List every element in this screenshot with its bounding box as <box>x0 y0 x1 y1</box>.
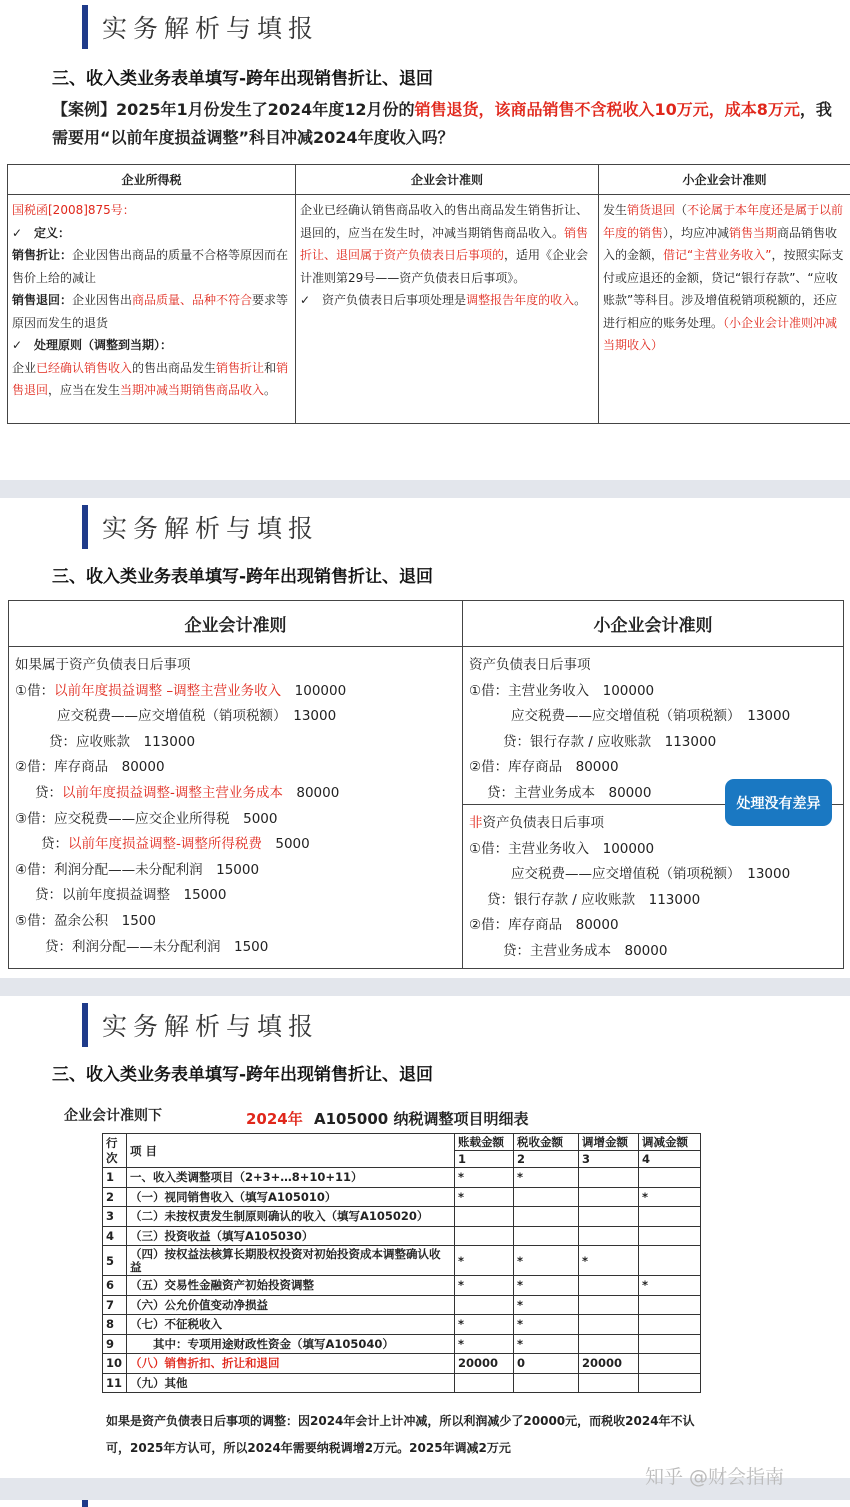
text-segment: （ <box>675 203 688 217</box>
entry-line <box>15 730 456 756</box>
highlight-text: 以前年度损益调整 –调整主营业务收入 <box>54 682 282 699</box>
row-item: （六）公允价值变动净损益 <box>127 1295 455 1315</box>
text-segment: ②借：库存商品 80000 <box>469 917 619 934</box>
book-amount: * <box>455 1187 514 1207</box>
entry-line <box>15 653 456 679</box>
form-title-text: A105000 纳税调整项目明细表 <box>313 1110 529 1128</box>
paragraph <box>12 222 291 245</box>
row-number: 4 <box>103 1226 127 1246</box>
row-number: 6 <box>103 1276 127 1296</box>
tax-amount <box>514 1373 579 1393</box>
highlight-text: 借记“主营业务收入” <box>663 248 772 262</box>
col-index: 1 <box>455 1151 514 1168</box>
col-index: 4 <box>639 1151 701 1168</box>
increase-amount <box>579 1226 639 1246</box>
paragraph <box>12 357 291 402</box>
highlight-text: 销售折让、退回属于资产负债表日后事项的 <box>300 225 589 262</box>
text-segment: 。 <box>264 383 277 397</box>
increase-amount <box>579 1334 639 1354</box>
row-item: （四）按权益法核算长期股权投资对初始投资成本调整确认收益 <box>127 1246 455 1276</box>
entry-line <box>15 781 456 807</box>
highlight-text: 已经确认销售收入 <box>36 360 133 375</box>
section-header <box>82 1003 319 1047</box>
tax-amount: 0 <box>514 1354 579 1374</box>
tax-amount <box>514 1187 579 1207</box>
paragraph <box>300 289 594 312</box>
highlight-text: 当期冲减当期销售商品收入 <box>120 383 265 397</box>
text-segment: 的售出商品发生 <box>132 360 217 375</box>
col-index: 3 <box>579 1151 639 1168</box>
paragraph <box>300 199 594 289</box>
text-segment: ，我需要用“以前年度损益调整”科目冲减2024年度收入吗？ <box>52 100 832 147</box>
book-amount <box>455 1226 514 1246</box>
header-accent-bar <box>82 5 88 49</box>
text-segment: ③借：应交税费——应交企业所得税 5000 <box>15 810 278 827</box>
adjustment-note: 如果是资产负债表日后事项的调整：因2024年会计上计冲减，所以利润减少了20000元，而税收2024年不认可，2025年方认可，所以2024年需要纳税调增2万元。2025年调减2万元 <box>106 1414 695 1455</box>
entry-line <box>469 939 790 965</box>
text-segment: 企业已经确认销售商品收入的售出商品发生销售折让、退回的，应当在发生时，冲减当期销售商品收入。 <box>300 203 589 240</box>
increase-amount <box>579 1187 639 1207</box>
decrease-amount <box>639 1246 701 1276</box>
text-segment: 100000 <box>281 682 347 699</box>
tax-amount: * <box>514 1334 579 1354</box>
section-header <box>82 5 319 49</box>
row-number: 2 <box>103 1187 127 1207</box>
row-number: 7 <box>103 1295 127 1315</box>
col-header-item: 项 目 <box>127 1134 455 1168</box>
header-accent-bar <box>82 1500 88 1507</box>
col-header-increase: 调增金额 <box>579 1134 639 1151</box>
tax-amount: * <box>514 1168 579 1188</box>
section-header-text: 实务解析与填报 <box>102 514 320 543</box>
tax-adjustment-table <box>102 1133 701 1393</box>
text-segment: ⑤借：盈余公积 1500 <box>15 912 156 929</box>
comparison-table <box>7 164 850 424</box>
header-accent-bar <box>82 1003 88 1047</box>
text-segment: ，应当在发生 <box>48 383 121 397</box>
book-amount <box>455 1295 514 1315</box>
increase-amount <box>579 1168 639 1188</box>
decrease-amount <box>639 1354 701 1374</box>
decrease-amount <box>639 1207 701 1227</box>
row-item: （三）投资收益（填写A105030） <box>127 1226 455 1246</box>
col-header-decrease: 调减金额 <box>639 1134 701 1151</box>
table-row <box>103 1315 701 1335</box>
table-row <box>103 1276 701 1296</box>
book-amount: * <box>455 1246 514 1276</box>
entry-line <box>469 837 790 863</box>
entry-line <box>15 883 456 909</box>
tax-amount: * <box>514 1295 579 1315</box>
text-segment: 。 <box>574 293 587 307</box>
decrease-amount <box>639 1295 701 1315</box>
watermark: 知乎 @财会指南 <box>645 1466 785 1488</box>
table-row <box>103 1334 701 1354</box>
text-segment: 发生 <box>603 203 628 217</box>
text-segment: ），均应冲减 <box>663 225 730 240</box>
entry-line <box>15 807 456 833</box>
tax-amount <box>514 1207 579 1227</box>
col-index: 2 <box>514 1151 579 1168</box>
decrease-amount <box>639 1226 701 1246</box>
text-segment: 5000 <box>261 836 310 853</box>
highlight-text: （小企业会计准则冲减当期收入） <box>603 315 838 352</box>
text-segment: ，按照实际支付或应退还的金额，贷记“银行存款”、“应收账款”等科目。涉及增值税销项税额的，还应进行相应的账务处理。 <box>603 248 844 330</box>
increase-amount <box>579 1207 639 1227</box>
text-segment: 企业因售出 <box>72 293 133 307</box>
highlight-text: 国税函[2008]875号： <box>12 203 135 217</box>
increase-amount <box>579 1295 639 1315</box>
row-number: 3 <box>103 1207 127 1227</box>
tax-amount: * <box>514 1315 579 1335</box>
slide-separator <box>0 480 850 498</box>
paragraph <box>12 334 291 357</box>
slide-1 <box>0 0 850 480</box>
text-segment: ✓ 处理原则（调整到当期）： <box>12 338 173 352</box>
cell-cit <box>8 195 296 424</box>
header-accent-bar <box>82 505 88 549</box>
highlight-text: 商品质量、品种不符合 <box>132 293 253 307</box>
case-text <box>52 96 832 152</box>
text-segment: 80000 <box>282 784 340 801</box>
book-amount: * <box>455 1276 514 1296</box>
book-amount: 20000 <box>455 1354 514 1374</box>
text-segment: 商品销售收入的金额， <box>603 225 838 262</box>
paragraph <box>12 289 291 334</box>
decrease-amount <box>639 1373 701 1393</box>
highlight-text: 调整报告年度的收入 <box>466 293 575 307</box>
entry-line <box>469 653 837 679</box>
book-amount <box>455 1373 514 1393</box>
text-segment: 和 <box>264 360 277 375</box>
decrease-amount <box>639 1315 701 1335</box>
text-segment: 【案例】2025年1月份发生了2024年度12月份的 <box>52 100 415 119</box>
section-header <box>82 505 319 549</box>
entry-line <box>469 888 790 914</box>
text-segment: 如果属于资产负债表日后事项 <box>15 657 191 673</box>
row-item: 其中：专项用途财政性资金（填写A105040） <box>127 1334 455 1354</box>
header-cit: 企业所得税 <box>8 165 296 195</box>
table-row <box>103 1226 701 1246</box>
table-row <box>103 1207 701 1227</box>
increase-amount <box>579 1373 639 1393</box>
slide-separator <box>0 978 850 996</box>
header-enterprise-standard: 企业会计准则 <box>9 601 463 647</box>
text-segment: 贷：利润分配——未分配利润 1500 <box>45 938 269 955</box>
header-small-enterprise-standard: 小企业会计准则 <box>463 601 844 647</box>
entry-line <box>15 909 456 935</box>
text-segment: ④借：利润分配——未分配利润 15000 <box>15 861 260 878</box>
text-segment: 应交税费——应交增值税（销项税额） 13000 <box>511 708 791 725</box>
book-amount: * <box>455 1334 514 1354</box>
entry-line <box>469 679 837 705</box>
non-post-balance-sheet-entries <box>469 811 790 965</box>
tax-amount: * <box>514 1276 579 1296</box>
decrease-amount <box>639 1168 701 1188</box>
paragraph <box>12 199 291 222</box>
decrease-amount: * <box>639 1187 701 1207</box>
text-segment: ✓ 定义： <box>12 225 71 240</box>
row-item: （九）其他 <box>127 1373 455 1393</box>
row-item: （二）未按权责发生制原则确认的收入（填写A105020） <box>127 1207 455 1227</box>
text-segment: ②借：库存商品 80000 <box>469 759 619 776</box>
journal-entry-table <box>8 600 844 969</box>
tax-amount: * <box>514 1246 579 1276</box>
table-row <box>103 1354 701 1374</box>
entry-line <box>15 704 456 730</box>
form-title <box>246 1108 528 1129</box>
row-number: 8 <box>103 1315 127 1335</box>
text-segment: 应交税费——应交增值税（销项税额） 13000 <box>57 708 337 725</box>
text-segment: 资产负债表日后事项 <box>482 815 604 831</box>
increase-amount: 20000 <box>579 1354 639 1374</box>
row-item: （七）不征税收入 <box>127 1315 455 1335</box>
section-header-text: 实务解析与填报 <box>102 1012 320 1041</box>
row-item: （一）视同销售收入（填写A105010） <box>127 1187 455 1207</box>
highlight-text: 非 <box>469 815 483 831</box>
table-row <box>103 1373 701 1393</box>
text-segment: ①借：主营业务收入 100000 <box>469 682 655 699</box>
entry-line <box>469 862 790 888</box>
row-number: 9 <box>103 1334 127 1354</box>
entry-line <box>469 913 790 939</box>
text-segment: 贷：银行存款 / 应收账款 113000 <box>487 891 701 908</box>
text-segment: ✓ 资产负债表日后事项处理是 <box>300 293 467 307</box>
text-segment: 贷：主营业务成本 80000 <box>503 942 668 959</box>
highlight-text: 销售当期 <box>729 225 778 240</box>
highlight-text: 不论属于本年度还是属于以前年度的销售 <box>603 203 844 240</box>
row-number: 5 <box>103 1246 127 1276</box>
header-small-enterprise-standard: 小企业会计准则 <box>599 165 850 195</box>
text-segment: 贷：银行存款 / 应收账款 113000 <box>503 733 717 750</box>
paragraph <box>603 199 846 357</box>
highlight-text: 以前年度损益调整-调整所得税费 <box>68 836 262 853</box>
book-amount: * <box>455 1168 514 1188</box>
row-item: （五）交易性金融资产初始投资调整 <box>127 1276 455 1296</box>
entry-line <box>15 832 456 858</box>
text-segment: ②借：库存商品 80000 <box>15 759 165 776</box>
form-title-year: 2024年 <box>246 1110 303 1128</box>
text-segment: ①借：主营业务收入 100000 <box>469 840 655 857</box>
text-segment: ，适用《企业会计准则第29号——资产负债表日后事项》。 <box>300 248 589 285</box>
slide-subtitle: 三、收入类业务表单填写-跨年出现销售折让、退回 <box>52 1065 434 1085</box>
text-segment: ①借： <box>15 682 55 699</box>
increase-amount: * <box>579 1246 639 1276</box>
entry-line <box>469 730 837 756</box>
entry-line <box>469 755 837 781</box>
text-segment: 贷：应收账款 113000 <box>49 733 196 750</box>
entry-line <box>15 755 456 781</box>
col-header-row-no: 行次 <box>103 1134 127 1168</box>
section-header-text: 实务解析与填报 <box>102 14 320 43</box>
header-enterprise-standard: 企业会计准则 <box>296 165 599 195</box>
text-segment: 企业 <box>12 360 37 375</box>
text-segment: 贷：主营业务成本 80000 <box>487 784 652 801</box>
decrease-amount <box>639 1334 701 1354</box>
highlight-text: 销售折让 <box>216 360 265 375</box>
entry-line <box>15 858 456 884</box>
text-segment: 应交税费——应交增值税（销项税额） 13000 <box>511 866 791 883</box>
highlight-text: 以前年度损益调整-调整主营业务成本 <box>62 784 283 801</box>
text-segment: 贷： <box>35 784 62 801</box>
text-segment: 贷： <box>41 836 68 853</box>
book-amount <box>455 1207 514 1227</box>
cell-enterprise-entries <box>9 647 463 969</box>
highlight-text: 销售退货，该商品销售不含税收入10万元，成本8万元 <box>414 100 800 119</box>
text-segment: 贷：以前年度损益调整 15000 <box>35 887 227 904</box>
table-row <box>103 1295 701 1315</box>
col-header-book-amount: 账载金额 <box>455 1134 514 1151</box>
slide-subtitle: 三、收入类业务表单填写-跨年出现销售折让、退回 <box>52 567 434 587</box>
text-segment: 要求等原因而发生的退货 <box>12 293 289 330</box>
slide-subtitle: 三、收入类业务表单填写-跨年出现销售折让、退回 <box>52 69 434 89</box>
text-segment: 企业因售出商品的质量不合格等原因而在售价上给的减让 <box>12 248 289 285</box>
next-slide-header-stub <box>82 1500 102 1507</box>
row-item: （八）销售折扣、折让和退回 <box>127 1354 455 1374</box>
highlight-text: 销货退回 <box>627 203 676 217</box>
paragraph <box>12 244 291 289</box>
tax-amount <box>514 1226 579 1246</box>
table-row <box>103 1187 701 1207</box>
entry-line <box>469 704 837 730</box>
text-segment: 销售折让： <box>12 248 73 262</box>
entry-line <box>15 935 456 961</box>
entry-line <box>15 679 456 705</box>
text-segment: 销售退回： <box>12 293 73 307</box>
col-header-tax-amount: 税收金额 <box>514 1134 579 1151</box>
text-segment: 资产负债表日后事项 <box>469 657 591 673</box>
table-row <box>103 1168 701 1188</box>
table-row <box>103 1246 701 1276</box>
highlight-text: 销售退回 <box>12 360 289 397</box>
no-difference-badge: 处理没有差异 <box>725 779 832 826</box>
row-item: 一、收入类调整项目（2+3+…8+10+11） <box>127 1168 455 1188</box>
book-amount: * <box>455 1315 514 1335</box>
cell-small-enterprise-standard <box>599 195 850 424</box>
row-number: 11 <box>103 1373 127 1393</box>
row-number: 1 <box>103 1168 127 1188</box>
decrease-amount: * <box>639 1276 701 1296</box>
standard-label: 企业会计准则下 <box>64 1108 162 1124</box>
increase-amount <box>579 1276 639 1296</box>
increase-amount <box>579 1315 639 1335</box>
cell-enterprise-standard <box>296 195 599 424</box>
row-number: 10 <box>103 1354 127 1374</box>
